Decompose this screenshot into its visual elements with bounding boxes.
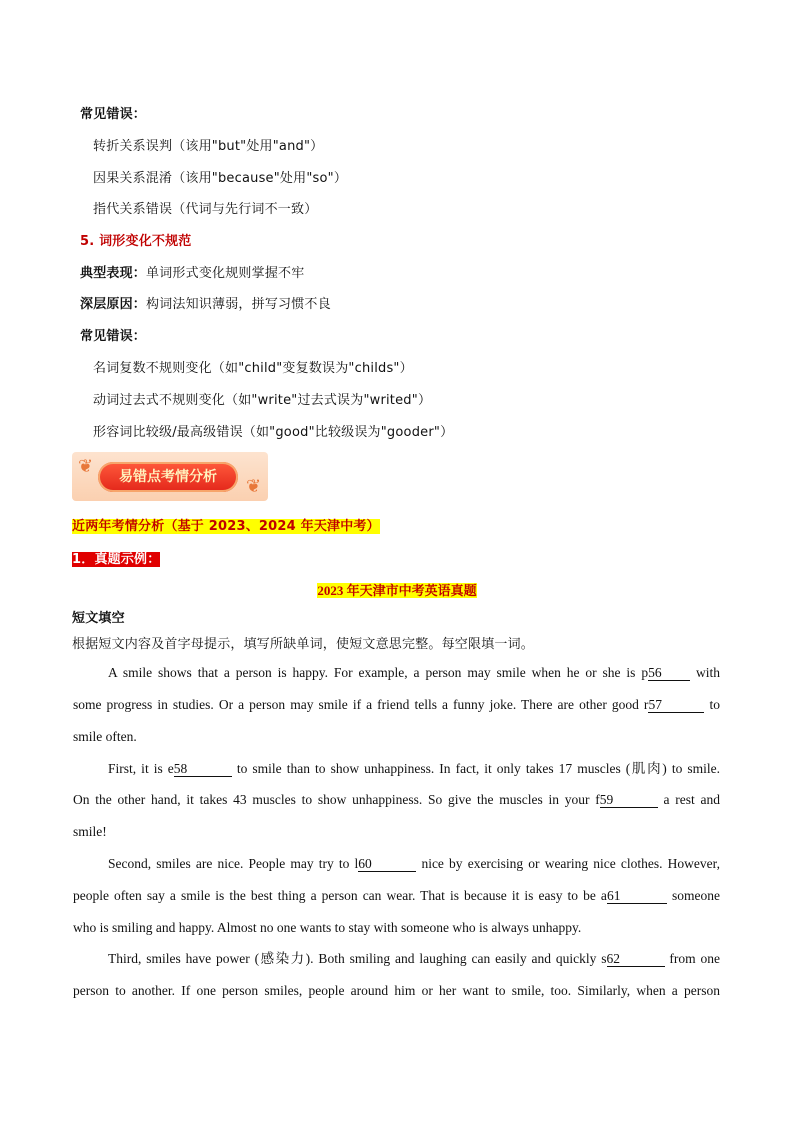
typical-label: 典型表现： [80,266,147,281]
blank-59: 59 [600,793,658,808]
passage-line: smile! [73,824,107,839]
banner-label: 易错点考情分析 [119,469,217,485]
exam-title-text: 2023 年天津市中考英语真题 [317,583,477,598]
typical-text: 单词形式变化规则掌握不牢 [146,266,305,281]
passage-line: Second, smiles are nice. People may try to l60 nice by exercising or wearing nice clothes. However, [108,856,720,871]
error-item: 形容词比较级/最高级错误（如"good"比较级误为"gooder"） [93,425,454,440]
blank-60: 60 [358,857,416,872]
passage-line: people often say a smile is the best thing a person can wear. That is because it is easy to be a61 someone [73,888,721,903]
real-exam-example-text: 1．真题示例： [72,552,161,567]
common-errors-heading-2: 常见错误： [80,329,147,344]
typical-manifestation [80,262,304,281]
passage-line: Third, smiles have power (感染力). Both smiling and laughing can easily and quickly s62 from one [108,951,721,966]
passage-line: On the other hand, it takes 43 muscles to show unhappiness. So give the muscles in your f59 a rest and [73,792,720,807]
swirl-ornament-icon: ❦ [246,476,262,497]
analysis-title-text: 近两年考情分析（基于 2023、2024 年天津中考） [72,519,380,534]
instruction: 根据短文内容及首字母提示，填写所缺单词，使短文意思完整。每空限填一词。 [72,637,535,652]
swirl-ornament-icon: ❦ [78,456,94,477]
deep-cause [80,293,331,312]
error-item: 名词复数不规则变化（如"child"变复数误为"childs"） [93,361,413,376]
real-exam-example-label [72,548,160,567]
error-item: 动词过去式不规则变化（如"write"过去式误为"writed"） [93,393,432,408]
common-errors-heading: 常见错误： [80,107,147,122]
deep-text: 构词法知识薄弱，拼写习惯不良 [146,297,331,312]
deep-label: 深层原因： [80,297,147,312]
blank-56: 56 [648,666,690,681]
banner-pill [98,462,238,492]
passage-line: smile often. [73,729,137,744]
section-banner [72,452,268,501]
section-5-title: 5. 词形变化不规范 [80,234,192,249]
blank-62: 62 [607,952,665,967]
error-item: 因果关系混淆（该用"because"处用"so"） [93,171,348,186]
passage-line: some progress in studies. Or a person may smile if a friend tells a funny joke. There are other good r57 to [73,697,721,712]
error-item: 指代关系错误（代词与先行词不一致） [93,202,318,217]
passage-line: who is smiling and happy. Almost no one wants to stay with someone who is always unhappy. [73,920,582,935]
passage-line: person to another. If one person smiles, people around him or her want to smile, too. Similarly, when a person [73,983,720,998]
analysis-title [72,515,380,534]
blank-58: 58 [174,762,232,777]
exam-title [0,580,794,599]
blank-61: 61 [607,889,667,904]
blank-57: 57 [648,698,704,713]
question-type: 短文填空 [72,611,125,626]
passage-line: A smile shows that a person is happy. For example, a person may smile when he or she is p56 with [108,665,721,680]
error-item: 转折关系误判（该用"but"处用"and"） [93,139,324,154]
passage-line: First, it is e58 to smile than to show unhappiness. In fact, it only takes 17 muscles (肌肉) to smile. [108,761,721,776]
